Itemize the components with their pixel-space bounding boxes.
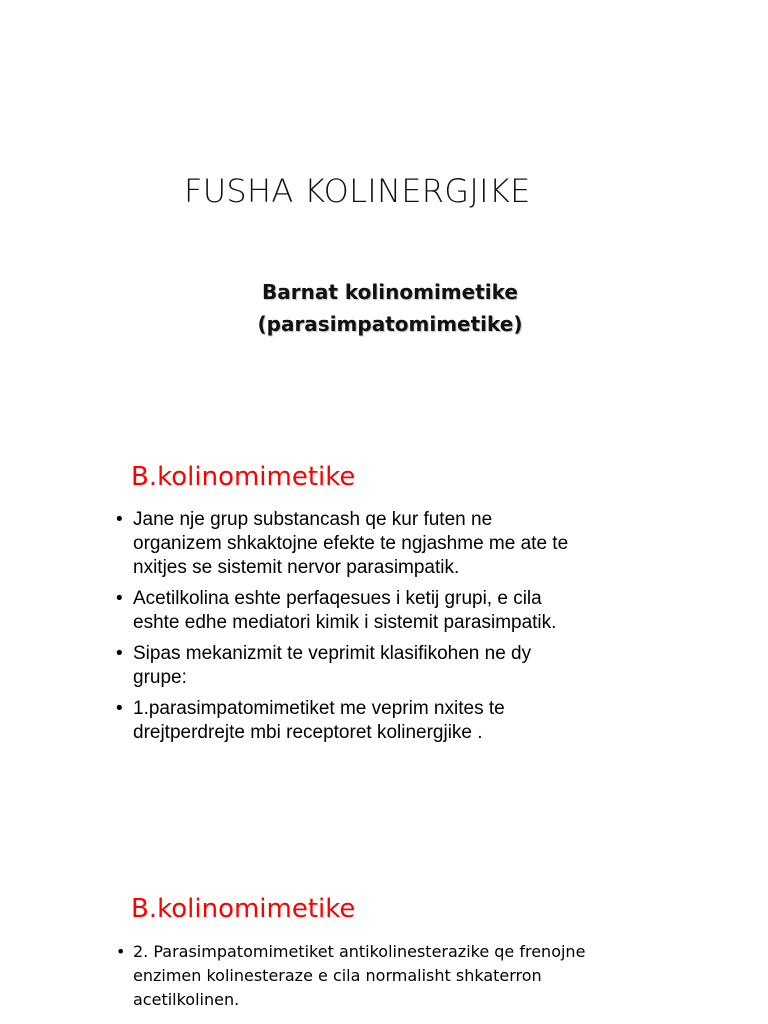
- bullet-text-line: drejtperdrejte mbi receptoret kolinergjike .: [133, 722, 483, 743]
- subtitle: [0, 276, 768, 340]
- subtitle-line-1: Barnat kolinomimetike: [262, 280, 518, 304]
- page-title: FUSHA KOLINERGJIKE: [184, 172, 531, 210]
- list-item: [116, 697, 676, 745]
- subtitle-line-2: (parasimpatomimetike): [257, 312, 523, 336]
- bullet-text-line: 1.parasimpatomimetiket me veprim nxites te: [133, 698, 505, 719]
- bullet-text-line: organizem shkaktojne efekte te ngjashme me ate te: [133, 533, 569, 554]
- bullet-text-line: acetilkolinen.: [133, 990, 240, 1009]
- bullet-text-line: grupe:: [133, 667, 187, 688]
- list-item: [116, 940, 676, 1012]
- slide-definition: [0, 440, 768, 820]
- section-heading: B.kolinomimetike: [131, 462, 356, 492]
- bullet-text-line: Acetilkolina eshte perfaqesues i ketij grupi, e cila: [133, 588, 542, 609]
- list-item: [116, 508, 676, 580]
- bullet-list: [116, 508, 676, 752]
- bullet-icon: •: [116, 643, 123, 664]
- bullet-icon: •: [116, 588, 123, 609]
- bullet-text-line: nxitjes se sistemit nervor parasimpatik.: [133, 557, 460, 578]
- list-item: [116, 587, 676, 635]
- bullet-text-line: enzimen kolinesteraze e cila normalisht shkaterron: [133, 966, 542, 985]
- bullet-text-line: Jane nje grup substancash qe kur futen ne: [133, 509, 493, 530]
- bullet-text-line: 2. Parasimpatomimetiket antikolinesterazike qe frenojne: [133, 942, 586, 961]
- bullet-icon: •: [116, 509, 123, 530]
- bullet-list: [116, 940, 676, 1012]
- bullet-icon: •: [116, 942, 126, 961]
- slide-classification: [0, 880, 768, 1024]
- bullet-icon: •: [116, 698, 123, 719]
- slide-title: [0, 0, 768, 420]
- bullet-text-line: eshte edhe mediatori kimik i sistemit parasimpatik.: [133, 612, 557, 633]
- bullet-text-line: Sipas mekanizmit te veprimit klasifikohen ne dy: [133, 643, 532, 664]
- list-item: [116, 642, 676, 690]
- section-heading: B.kolinomimetike: [131, 894, 356, 924]
